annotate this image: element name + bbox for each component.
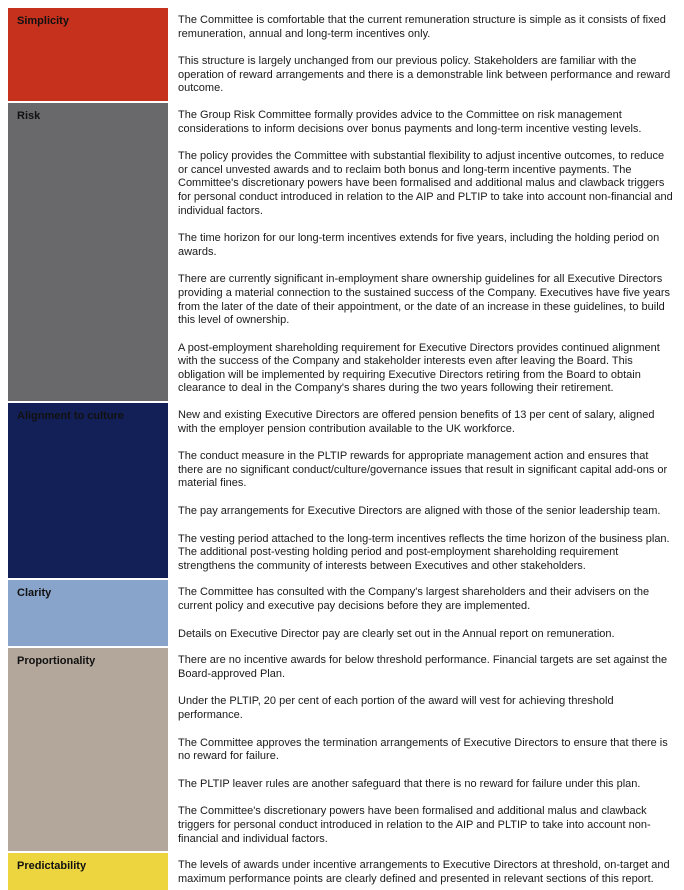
body-paragraph: A post-employment shareholding requirement for Executive Directors provides continued alignment with the success of the Company and stakeholder interests even after leaving the Board. This obligation will be implemented by requiring Executive Directors retiring from the Board to obtain clearance to deal in the Company's shares during the two years following their retirement. <box>178 341 660 395</box>
body-paragraph: The Committee approves the termination arrangements of Executive Directors to ensure that there is no reward for failure. <box>178 736 668 763</box>
principle-label-block <box>8 403 168 578</box>
policy-row-alignment-to-culture <box>8 403 676 578</box>
principle-content <box>178 853 676 890</box>
policy-row-simplicity <box>8 8 676 101</box>
principle-content <box>178 103 676 401</box>
principle-label: Simplicity <box>17 15 69 27</box>
remuneration-principles-table <box>8 8 676 890</box>
policy-row-risk <box>8 103 676 401</box>
principle-label: Predictability <box>17 860 87 873</box>
body-paragraph: The PLTIP leaver rules are another safeguard that there is no reward for failure under this plan. <box>178 777 641 790</box>
principle-label: Risk <box>17 109 41 122</box>
body-paragraph: The conduct measure in the PLTIP rewards for appropriate management action and ensures that there are no significant conduct/culture/governance issues that result in significant capital add-ons or material fines. <box>178 450 668 490</box>
body-paragraph: This structure is largely unchanged from our previous policy. Stakeholders are familiar with the operation of reward arrangements and there is a demonstrable link between performance and reward outcome. <box>178 55 671 95</box>
principle-label: Alignment to culture <box>17 410 124 423</box>
body-paragraph: Under the PLTIP, 20 per cent of each portion of the award will vest for achieving threshold performance. <box>178 695 614 721</box>
body-paragraph: The vesting period attached to the long-term incentives reflects the time horizon of the business plan. The additional post-vesting holding period and post-employment shareholding requirement strengthens the community of interests between Executives and other stakeholders. <box>178 532 670 572</box>
principle-content <box>178 648 676 851</box>
principle-label-block <box>8 103 168 401</box>
body-paragraph: There are currently significant in-employment share ownership guidelines for all Executive Directors providing a material connection to the sustained success of the Company. Executives have five years from the later of the date of their appointment, or the date of an increase in these guidelines, to build this level of ownership. <box>178 273 671 327</box>
policy-row-predictability <box>8 853 676 890</box>
body-paragraph: Details on Executive Director pay are clearly set out in the Annual report on remuneration. <box>178 627 615 640</box>
body-paragraph: The Committee has consulted with the Company's largest shareholders and their advisers on the current policy and executive pay decisions before they are implemented. <box>178 586 650 612</box>
principle-content <box>178 403 676 578</box>
body-paragraph: The policy provides the Committee with substantial flexibility to adjust incentive outcomes, to reduce or cancel unvested awards and to reclaim both bonus and long-term incentive payments. The Committee's discretionary powers have been formalised and additional malus and clawback triggers for personal conduct introduced in relation to the AIP and PLTIP to take into account non-financial and individual factors. <box>178 150 673 217</box>
body-paragraph: The Group Risk Committee formally provides advice to the Committee on risk management considerations to inform decisions over bonus payments and long-term incentive vesting levels. <box>178 108 642 135</box>
principle-label-block <box>8 8 168 101</box>
principle-content <box>178 580 676 646</box>
body-paragraph: The levels of awards under incentive arrangements to Executive Directors at threshold, on-target and maximum performance points are clearly defined and presented in relevant sections of this report. <box>178 859 670 885</box>
body-paragraph: There are no incentive awards for below threshold performance. Financial targets are set against the Board-approved Plan. <box>178 654 668 680</box>
policy-row-clarity <box>8 580 676 646</box>
body-paragraph: The Committee's discretionary powers have been formalised and additional malus and clawback triggers for personal conduct introduced in relation to the AIP and PLTIP to take into account non-financial and individual factors. <box>178 805 651 845</box>
principle-label-block <box>8 853 168 890</box>
principle-content <box>178 8 676 101</box>
principle-label: Clarity <box>17 587 52 600</box>
body-paragraph: The time horizon for our long-term incentives extends for five years, including the holding period on awards. <box>178 232 660 258</box>
body-paragraph: The pay arrangements for Executive Directors are aligned with those of the senior leadership team. <box>178 505 661 518</box>
policy-row-proportionality <box>8 648 676 851</box>
body-paragraph: The Committee is comfortable that the current remuneration structure is simple as it consists of fixed remuneration, annual and long-term incentives only. <box>178 14 666 40</box>
principle-label-block <box>8 580 168 646</box>
principle-label-block <box>8 648 168 851</box>
principle-label: Proportionality <box>17 655 96 668</box>
body-paragraph: New and existing Executive Directors are offered pension benefits of 13 per cent of salary, aligned with the employer pension contribution available to the UK workforce. <box>178 409 655 435</box>
